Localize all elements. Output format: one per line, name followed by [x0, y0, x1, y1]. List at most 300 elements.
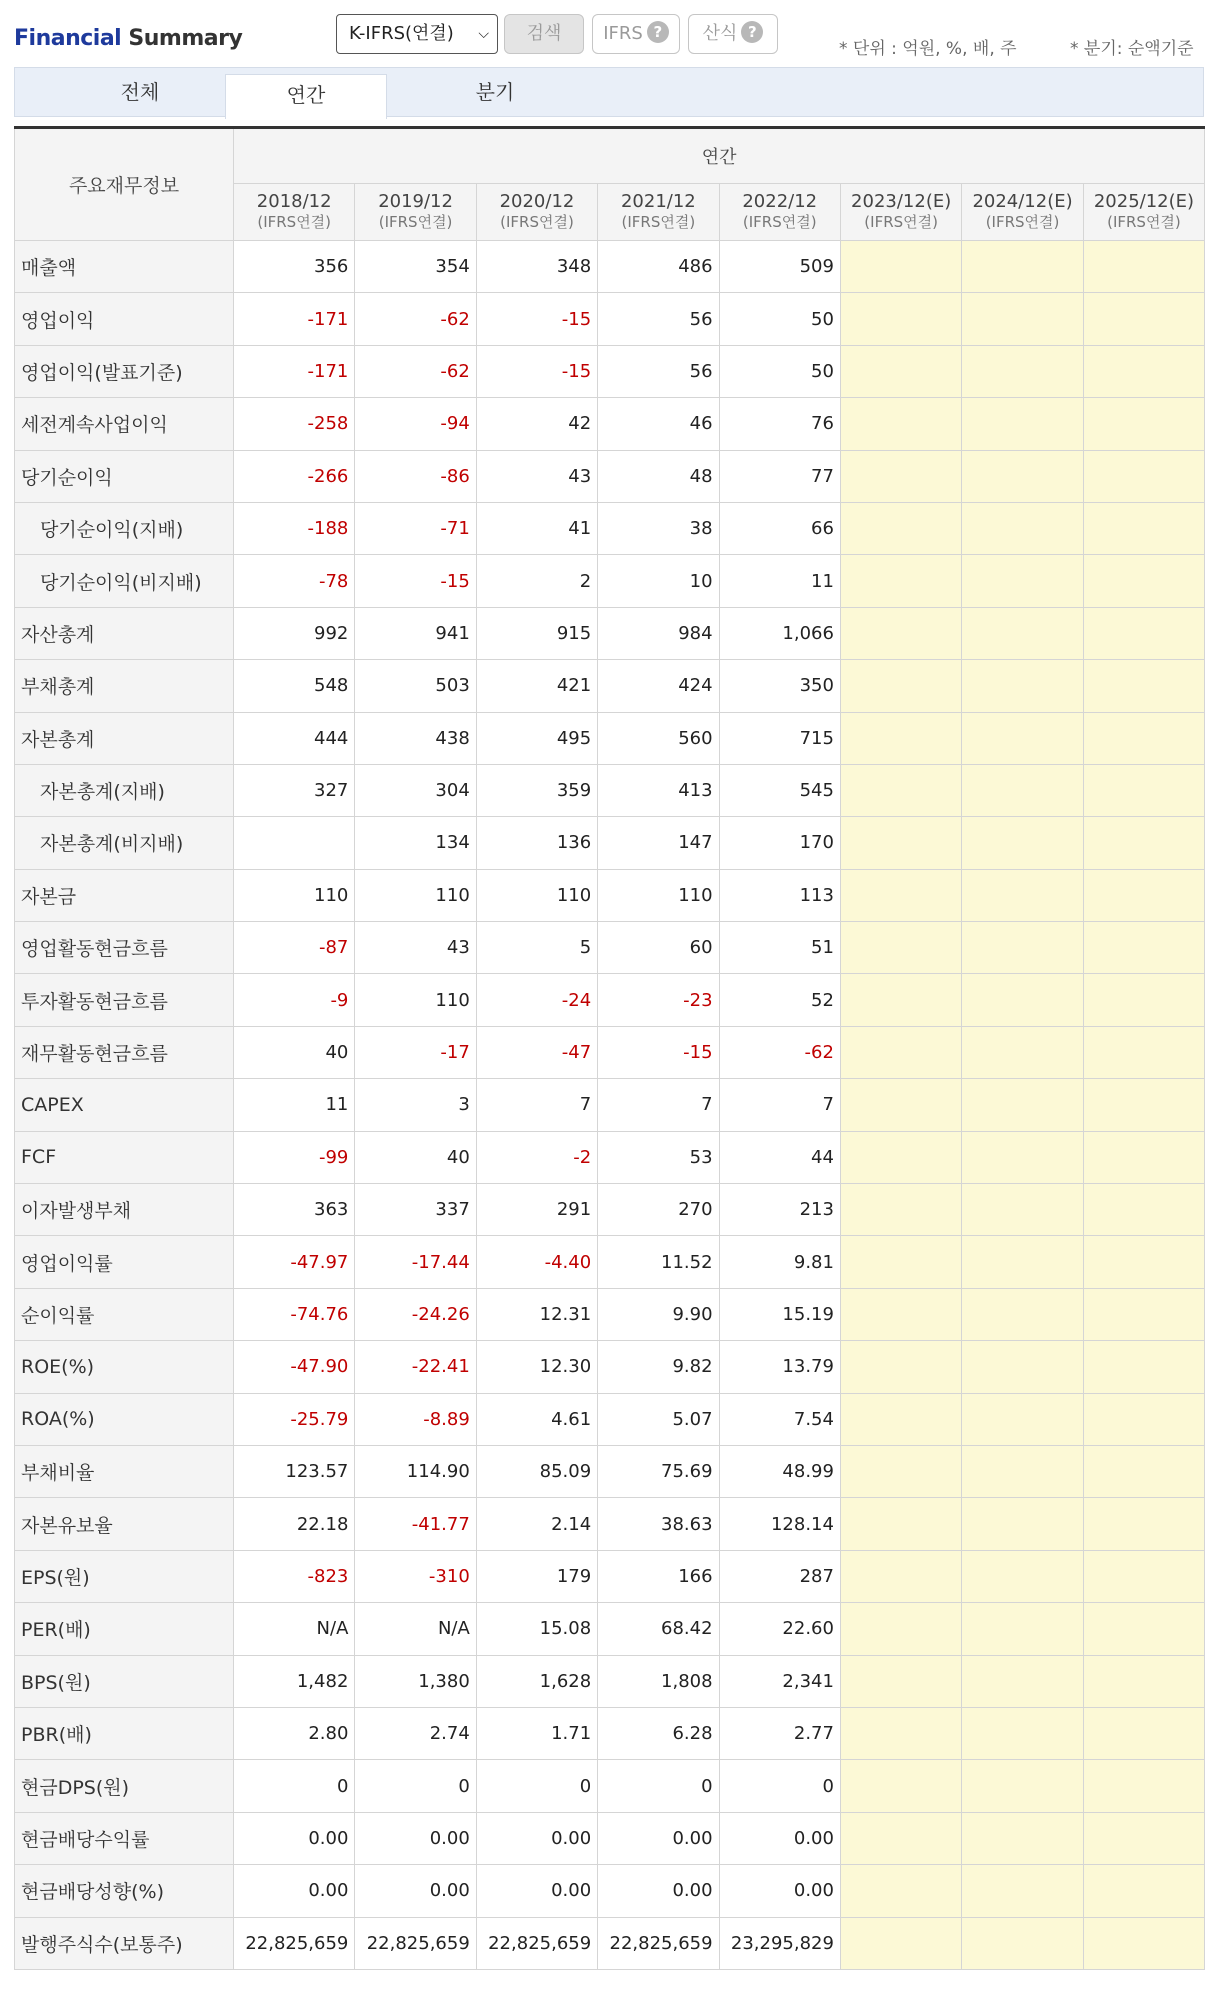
table-cell: -22.41 [355, 1341, 476, 1393]
table-cell: 42 [476, 398, 597, 450]
table-cell [1083, 241, 1204, 293]
table-cell: 1,808 [598, 1655, 719, 1707]
table-cell: 350 [719, 660, 840, 712]
row-label[interactable]: 영업이익(발표기준) [15, 345, 234, 397]
table-cell: 11.52 [598, 1236, 719, 1288]
table-cell [840, 1812, 961, 1864]
table-cell [840, 869, 961, 921]
table-cell: 56 [598, 345, 719, 397]
tab-quarter[interactable]: 분기 [475, 80, 515, 104]
table-cell: 0.00 [598, 1865, 719, 1917]
table-row [15, 1760, 1205, 1812]
table-row [15, 974, 1205, 1026]
table-cell: 356 [234, 241, 355, 293]
table-cell: 560 [598, 712, 719, 764]
row-label[interactable]: 투자활동현금흐름 [15, 974, 234, 1026]
table-cell [962, 1812, 1083, 1864]
table-cell: 12.30 [476, 1341, 597, 1393]
table-cell: 503 [355, 660, 476, 712]
table-cell: 38 [598, 502, 719, 554]
accounting-standard-select[interactable] [336, 14, 498, 54]
table-row [15, 241, 1205, 293]
table-cell: 22,825,659 [598, 1917, 719, 1969]
table-cell: 48.99 [719, 1445, 840, 1497]
row-label[interactable]: ROA(%) [15, 1393, 234, 1445]
table-cell: 110 [598, 869, 719, 921]
table-cell [1083, 502, 1204, 554]
table-cell [1083, 1760, 1204, 1812]
table-cell: -25.79 [234, 1393, 355, 1445]
table-cell: 76 [719, 398, 840, 450]
row-label[interactable]: 재무활동현금흐름 [15, 1026, 234, 1078]
row-label[interactable]: 현금배당수익률 [15, 1812, 234, 1864]
annual-group-header: 연간 [234, 128, 1205, 184]
table-cell: 23,295,829 [719, 1917, 840, 1969]
table-cell [840, 1498, 961, 1550]
table-cell: 60 [598, 922, 719, 974]
table-cell [840, 1393, 961, 1445]
table-cell [1083, 974, 1204, 1026]
table-cell [1083, 1707, 1204, 1759]
table-cell [840, 1655, 961, 1707]
table-cell [962, 555, 1083, 607]
table-cell: 509 [719, 241, 840, 293]
table-cell [962, 1026, 1083, 1078]
table-cell [962, 450, 1083, 502]
title-financial: Financial [14, 26, 122, 51]
table-cell [1083, 1655, 1204, 1707]
table-cell: 337 [355, 1184, 476, 1236]
table-cell: 68.42 [598, 1603, 719, 1655]
table-cell: 110 [355, 869, 476, 921]
table-cell: 438 [355, 712, 476, 764]
table-cell: -266 [234, 450, 355, 502]
table-cell: -24 [476, 974, 597, 1026]
table-cell [1083, 660, 1204, 712]
table-cell: -15 [476, 345, 597, 397]
table-cell: 2.77 [719, 1707, 840, 1759]
table-cell [962, 1707, 1083, 1759]
row-label[interactable]: 당기순이익(지배) [15, 502, 234, 554]
table-cell: -171 [234, 345, 355, 397]
table-cell [962, 241, 1083, 293]
table-cell: 50 [719, 345, 840, 397]
table-cell [1083, 712, 1204, 764]
table-cell: -47.90 [234, 1341, 355, 1393]
table-row [15, 1917, 1205, 1969]
table-cell: 0.00 [719, 1812, 840, 1864]
table-cell: 0.00 [719, 1865, 840, 1917]
table-cell [840, 660, 961, 712]
table-cell: 363 [234, 1184, 355, 1236]
table-cell: -188 [234, 502, 355, 554]
column-basis: (IFRS연결) [864, 213, 938, 231]
column-year: 2023/12(E) [851, 191, 952, 212]
table-cell: 0.00 [234, 1812, 355, 1864]
row-label[interactable]: PER(배) [15, 1603, 234, 1655]
table-cell: -171 [234, 293, 355, 345]
row-label[interactable]: ROE(%) [15, 1341, 234, 1393]
formula-label: 산식 [702, 23, 738, 44]
row-label[interactable]: 자본총계(지배) [15, 764, 234, 816]
row-label[interactable]: 발행주식수(보통주) [15, 1917, 234, 1969]
table-cell: -47 [476, 1026, 597, 1078]
table-row [15, 607, 1205, 659]
table-cell [962, 502, 1083, 554]
table-cell [840, 293, 961, 345]
table-cell [962, 869, 1083, 921]
table-cell [234, 817, 355, 869]
row-label[interactable]: 세전계속사업이익 [15, 398, 234, 450]
table-cell [1083, 1236, 1204, 1288]
table-cell: -41.77 [355, 1498, 476, 1550]
table-cell: -310 [355, 1550, 476, 1602]
table-cell [1083, 1026, 1204, 1078]
table-cell: 85.09 [476, 1445, 597, 1497]
table-row [15, 1603, 1205, 1655]
table-cell [1083, 764, 1204, 816]
table-cell: 915 [476, 607, 597, 659]
table-cell: 166 [598, 1550, 719, 1602]
table-cell [1083, 1865, 1204, 1917]
table-row [15, 1236, 1205, 1288]
table-cell [962, 817, 1083, 869]
table-cell: 75.69 [598, 1445, 719, 1497]
table-cell [1083, 607, 1204, 659]
table-cell [840, 1288, 961, 1340]
table-cell: 2.80 [234, 1707, 355, 1759]
table-cell [962, 1760, 1083, 1812]
table-cell: -9 [234, 974, 355, 1026]
table-cell: 136 [476, 817, 597, 869]
row-label[interactable]: 영업이익률 [15, 1236, 234, 1288]
table-cell: 1,628 [476, 1655, 597, 1707]
column-basis: (IFRS연결) [257, 213, 332, 231]
table-row [15, 398, 1205, 450]
table-cell: 134 [355, 817, 476, 869]
table-cell: 7 [598, 1079, 719, 1131]
table-row [15, 1550, 1205, 1602]
formula-help-button[interactable] [688, 14, 778, 54]
table-cell [962, 293, 1083, 345]
table-cell [962, 974, 1083, 1026]
table-cell: 348 [476, 241, 597, 293]
table-cell: 48 [598, 450, 719, 502]
table-cell: 53 [598, 1131, 719, 1183]
table-cell [1083, 817, 1204, 869]
table-cell: 40 [234, 1026, 355, 1078]
table-cell [962, 1079, 1083, 1131]
table-cell [1083, 1131, 1204, 1183]
table-cell [840, 1917, 961, 1969]
row-label[interactable]: 영업이익 [15, 293, 234, 345]
table-cell: 15.08 [476, 1603, 597, 1655]
table-cell: 304 [355, 764, 476, 816]
table-cell [840, 1026, 961, 1078]
search-button[interactable]: 검색 [504, 14, 584, 54]
table-cell [962, 607, 1083, 659]
table-cell: 941 [355, 607, 476, 659]
table-cell: 5.07 [598, 1393, 719, 1445]
table-cell: 1,380 [355, 1655, 476, 1707]
table-cell: 0 [476, 1760, 597, 1812]
table-row [15, 1131, 1205, 1183]
row-label[interactable]: 자본유보율 [15, 1498, 234, 1550]
column-basis: (IFRS연결) [1107, 213, 1181, 231]
table-cell: N/A [355, 1603, 476, 1655]
table-cell [962, 1917, 1083, 1969]
table-cell [1083, 1445, 1204, 1497]
column-year: 2018/12 [256, 191, 332, 212]
table-cell: -17 [355, 1026, 476, 1078]
column-basis: (IFRS연결) [985, 213, 1060, 231]
table-cell: 22,825,659 [234, 1917, 355, 1969]
row-label[interactable]: 자본총계 [15, 712, 234, 764]
table-cell [840, 817, 961, 869]
column-year: 2022/12 [742, 191, 818, 212]
tab-all[interactable]: 전체 [120, 80, 160, 104]
table-cell: -62 [355, 293, 476, 345]
table-cell: 110 [355, 974, 476, 1026]
table-cell [840, 345, 961, 397]
table-cell [1083, 869, 1204, 921]
table-cell: -15 [598, 1026, 719, 1078]
table-cell [962, 660, 1083, 712]
table-cell [840, 241, 961, 293]
table-cell: 50 [719, 293, 840, 345]
table-cell: 38.63 [598, 1498, 719, 1550]
table-cell: 123.57 [234, 1445, 355, 1497]
table-row [15, 1393, 1205, 1445]
ifrs-help-button[interactable] [592, 14, 680, 54]
table-cell: 2.74 [355, 1707, 476, 1759]
column-header-year [598, 184, 719, 241]
table-cell: 0.00 [234, 1865, 355, 1917]
table-cell [840, 922, 961, 974]
table-cell: 128.14 [719, 1498, 840, 1550]
table-row [15, 922, 1205, 974]
table-cell: 51 [719, 922, 840, 974]
table-cell: 9.81 [719, 1236, 840, 1288]
table-cell: 179 [476, 1550, 597, 1602]
table-cell: 7.54 [719, 1393, 840, 1445]
table-cell: 0.00 [476, 1812, 597, 1864]
table-cell: 715 [719, 712, 840, 764]
table-cell: 43 [476, 450, 597, 502]
table-cell [962, 398, 1083, 450]
table-cell: -258 [234, 398, 355, 450]
row-label[interactable]: 자본금 [15, 869, 234, 921]
table-cell [840, 1184, 961, 1236]
table-cell: 113 [719, 869, 840, 921]
table-cell: 424 [598, 660, 719, 712]
row-label[interactable]: 자산총계 [15, 607, 234, 659]
table-row [15, 817, 1205, 869]
table-cell [962, 922, 1083, 974]
table-cell: 0 [355, 1760, 476, 1812]
table-cell [962, 1603, 1083, 1655]
financial-summary-table [14, 126, 1205, 1970]
table-cell: 0.00 [355, 1812, 476, 1864]
row-label[interactable]: 현금배당성향(%) [15, 1865, 234, 1917]
table-cell: 0 [234, 1760, 355, 1812]
column-header-year [234, 184, 355, 241]
table-cell [962, 1865, 1083, 1917]
table-cell: -8.89 [355, 1393, 476, 1445]
table-row [15, 1707, 1205, 1759]
column-year: 2025/12(E) [1093, 191, 1195, 212]
row-label[interactable]: 자본총계(비지배) [15, 817, 234, 869]
column-header-year [962, 184, 1083, 241]
table-cell: 270 [598, 1184, 719, 1236]
table-cell: 0 [719, 1760, 840, 1812]
table-row [15, 1498, 1205, 1550]
row-label[interactable]: 부채총계 [15, 660, 234, 712]
table-cell: 0 [598, 1760, 719, 1812]
table-cell: 13.79 [719, 1341, 840, 1393]
table-row [15, 764, 1205, 816]
table-cell [962, 764, 1083, 816]
table-cell: -23 [598, 974, 719, 1026]
title-summary: Summary [128, 26, 243, 51]
table-cell: 12.31 [476, 1288, 597, 1340]
table-cell: -99 [234, 1131, 355, 1183]
table-cell: 11 [719, 555, 840, 607]
column-year: 2019/12 [378, 191, 453, 212]
table-cell: 110 [234, 869, 355, 921]
table-cell [962, 712, 1083, 764]
table-cell: 110 [476, 869, 597, 921]
table-cell: 46 [598, 398, 719, 450]
table-cell: 359 [476, 764, 597, 816]
table-cell [962, 1184, 1083, 1236]
table-cell [840, 1236, 961, 1288]
quarter-note: * 분기: 순액기준 [1070, 39, 1194, 59]
table-cell: 1,482 [234, 1655, 355, 1707]
table-cell: 291 [476, 1184, 597, 1236]
table-cell: 213 [719, 1184, 840, 1236]
table-cell [962, 345, 1083, 397]
table-cell [1083, 1498, 1204, 1550]
table-row [15, 450, 1205, 502]
table-cell: 170 [719, 817, 840, 869]
table-cell [840, 1445, 961, 1497]
column-header-year [355, 184, 476, 241]
row-label[interactable]: 순이익률 [15, 1288, 234, 1340]
table-cell [962, 1655, 1083, 1707]
table-cell [962, 1341, 1083, 1393]
table-cell [962, 1498, 1083, 1550]
page-title [14, 26, 242, 51]
table-cell: -15 [355, 555, 476, 607]
row-label[interactable]: PBR(배) [15, 1707, 234, 1759]
table-cell: 4.61 [476, 1393, 597, 1445]
table-cell [962, 1445, 1083, 1497]
table-cell: 22,825,659 [476, 1917, 597, 1969]
row-label[interactable]: 현금DPS(원) [15, 1760, 234, 1812]
table-row [15, 345, 1205, 397]
table-cell [1083, 1184, 1204, 1236]
table-cell: 545 [719, 764, 840, 816]
row-header-label: 주요재무정보 [15, 128, 234, 241]
row-label[interactable]: FCF [15, 1131, 234, 1183]
row-label[interactable]: BPS(원) [15, 1655, 234, 1707]
table-row [15, 502, 1205, 554]
table-cell: -4.40 [476, 1236, 597, 1288]
table-cell: 22.60 [719, 1603, 840, 1655]
table-cell: 2.14 [476, 1498, 597, 1550]
table-cell [840, 974, 961, 1026]
table-cell: -47.97 [234, 1236, 355, 1288]
tab-annual[interactable]: 연간 [225, 74, 387, 119]
table-cell [840, 607, 961, 659]
summary-header [14, 14, 1204, 62]
table-cell [840, 555, 961, 607]
table-cell [840, 764, 961, 816]
chevron-down-icon: ⌵ [478, 26, 489, 42]
column-header-year [1083, 184, 1204, 241]
table-row [15, 1445, 1205, 1497]
table-cell [840, 450, 961, 502]
table-cell: 40 [355, 1131, 476, 1183]
table-cell: -15 [476, 293, 597, 345]
table-cell: 2,341 [719, 1655, 840, 1707]
table-cell: -78 [234, 555, 355, 607]
row-label[interactable]: EPS(원) [15, 1550, 234, 1602]
table-cell [962, 1550, 1083, 1602]
table-cell: 147 [598, 817, 719, 869]
table-cell: -74.76 [234, 1288, 355, 1340]
table-cell: 77 [719, 450, 840, 502]
table-cell: 6.28 [598, 1707, 719, 1759]
table-row [15, 1026, 1205, 1078]
column-basis: (IFRS연결) [500, 213, 574, 231]
table-cell: -2 [476, 1131, 597, 1183]
table-row [15, 1184, 1205, 1236]
table-cell: 9.82 [598, 1341, 719, 1393]
table-cell: -94 [355, 398, 476, 450]
row-label[interactable]: CAPEX [15, 1079, 234, 1131]
table-cell: 9.90 [598, 1288, 719, 1340]
row-label[interactable]: 부채비율 [15, 1445, 234, 1497]
row-label[interactable]: 당기순이익(비지배) [15, 555, 234, 607]
row-label[interactable]: 매출액 [15, 241, 234, 293]
table-cell: 11 [234, 1079, 355, 1131]
row-label[interactable]: 영업활동현금흐름 [15, 922, 234, 974]
column-header-year [476, 184, 597, 241]
table-cell [962, 1288, 1083, 1340]
table-cell: 354 [355, 241, 476, 293]
question-icon: ? [741, 21, 763, 43]
column-header-year [719, 184, 840, 241]
table-cell: 984 [598, 607, 719, 659]
row-label[interactable]: 이자발생부채 [15, 1184, 234, 1236]
table-cell: 66 [719, 502, 840, 554]
table-row [15, 1288, 1205, 1340]
table-cell: -86 [355, 450, 476, 502]
table-cell [1083, 555, 1204, 607]
table-cell [840, 1865, 961, 1917]
table-cell [1083, 1603, 1204, 1655]
table-cell [840, 1550, 961, 1602]
table-cell: -823 [234, 1550, 355, 1602]
table-cell [1083, 1079, 1204, 1131]
row-label[interactable]: 당기순이익 [15, 450, 234, 502]
table-cell: 548 [234, 660, 355, 712]
table-cell: 421 [476, 660, 597, 712]
table-cell: N/A [234, 1603, 355, 1655]
table-cell: -87 [234, 922, 355, 974]
